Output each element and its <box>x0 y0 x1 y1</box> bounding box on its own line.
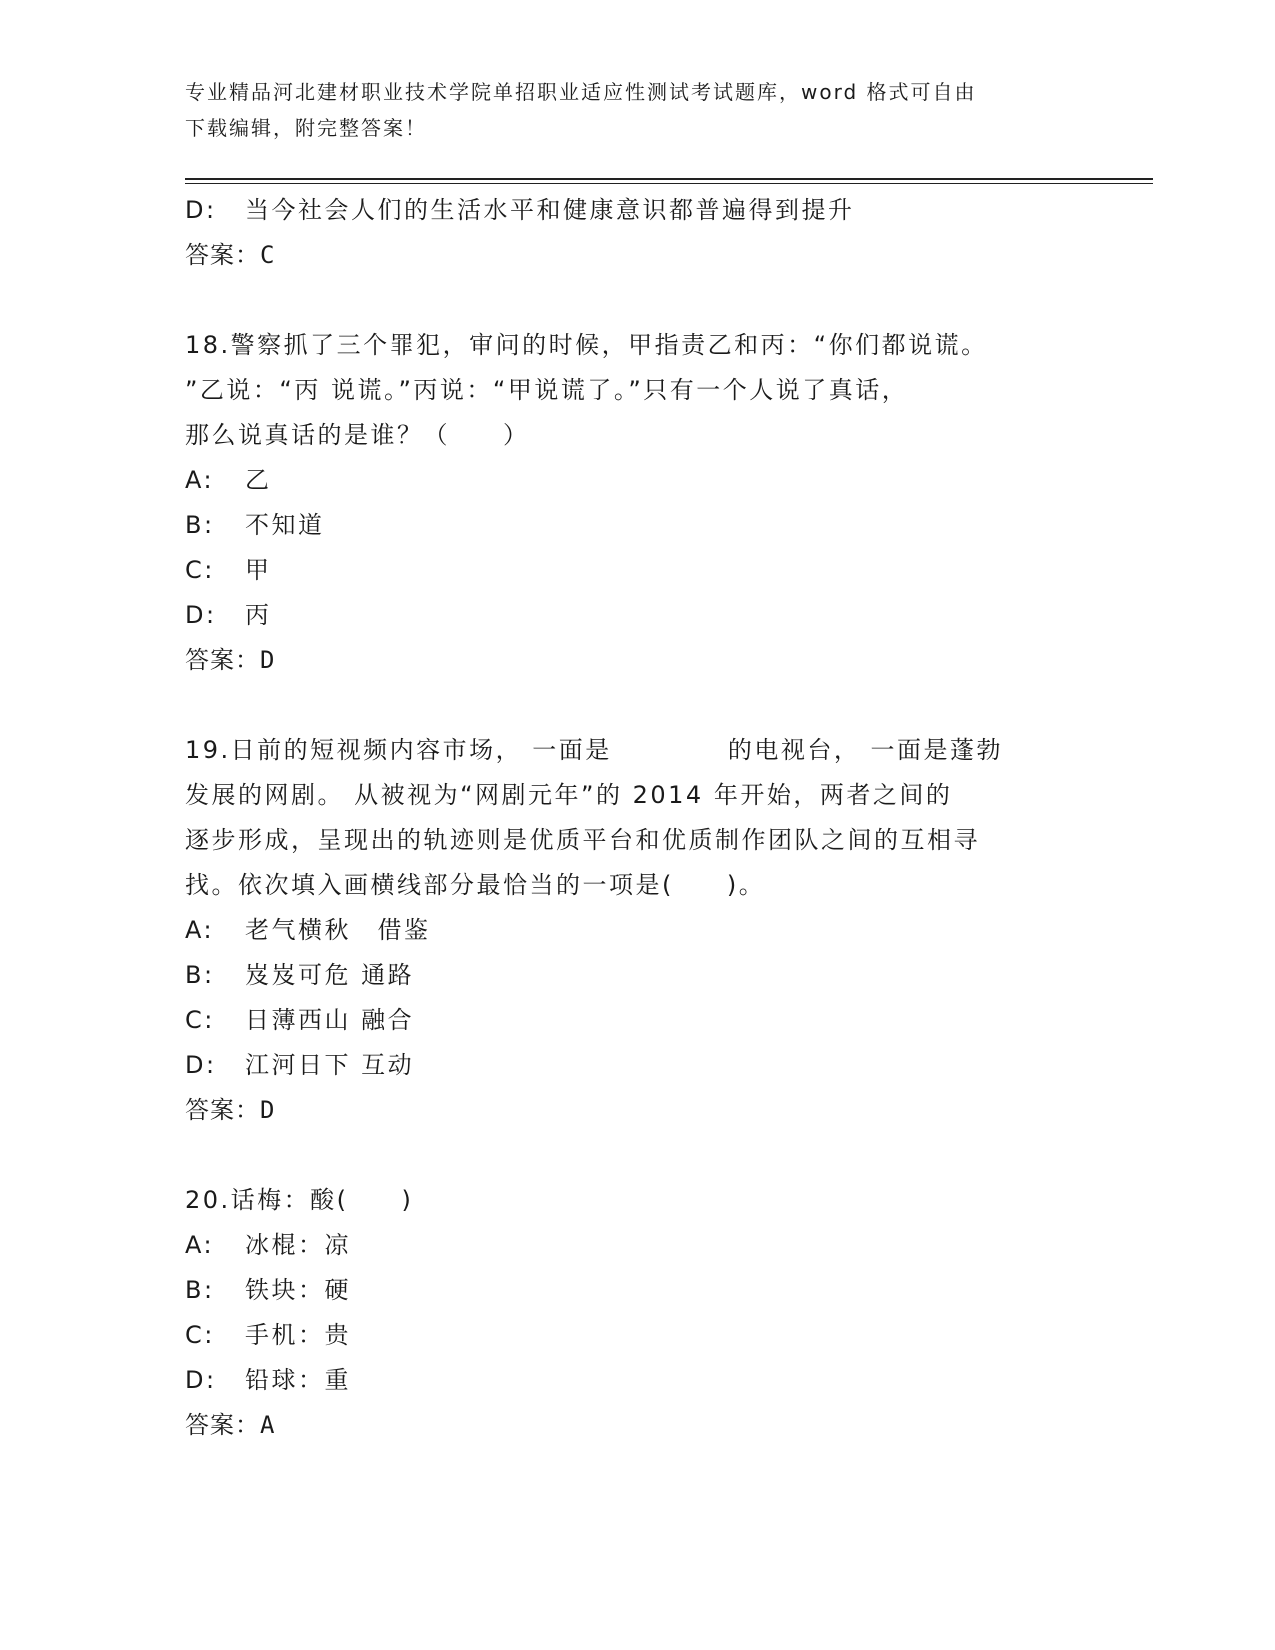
question-19-option-d <box>185 1043 1085 1088</box>
question-19 <box>185 728 1085 1133</box>
option-text: 不知道 <box>245 511 325 539</box>
question-19-option-c <box>185 998 1085 1043</box>
option-letter: C: <box>185 1321 215 1349</box>
option-letter: C: <box>185 556 215 584</box>
question-20-option-a <box>185 1223 1085 1268</box>
option-letter: D: <box>185 1366 217 1394</box>
question-19-answer: 答案：D <box>185 1096 276 1124</box>
question-content <box>185 188 1085 1448</box>
question-19-line-2: 发展的网剧。 从被视为“网剧元年”的 2014 年开始，两者之间的 <box>185 781 953 809</box>
option-text: 甲 <box>245 556 272 584</box>
option-letter: C: <box>185 1006 215 1034</box>
question-18 <box>185 323 1085 683</box>
option-text: 手机：贵 <box>245 1321 351 1349</box>
question-19-option-b <box>185 953 1085 998</box>
question-20-option-c <box>185 1313 1085 1358</box>
question-20-option-d <box>185 1358 1085 1403</box>
question-19-option-a <box>185 908 1085 953</box>
option-text: 日薄西山 融合 <box>245 1006 415 1034</box>
option-text: 岌岌可危 通路 <box>245 961 415 989</box>
header-line-1: 专业精品河北建材职业技术学院单招职业适应性测试考试题库，word 格式可自由 <box>185 80 977 104</box>
option-letter: A: <box>185 1231 215 1259</box>
prev-option-d <box>185 188 1085 233</box>
option-letter: D: <box>185 196 217 224</box>
question-18-option-a <box>185 458 1085 503</box>
question-20-line-1: 20.话梅：酸( ) <box>185 1186 414 1214</box>
question-18-option-b <box>185 503 1085 548</box>
header-rule-thick <box>185 178 1153 180</box>
option-text: 老气横秋 借鉴 <box>245 916 431 944</box>
option-letter: B: <box>185 1276 215 1304</box>
question-18-line-2: ”乙说：“丙 说谎。”丙说：“甲说谎了。”只有一个人说了真话， <box>185 376 909 404</box>
page-header <box>185 74 1065 146</box>
spacer <box>185 1133 1085 1178</box>
question-19-line-3: 逐步形成，呈现出的轨迹则是优质平台和优质制作团队之间的互相寻 <box>185 826 980 854</box>
option-text: 乙 <box>245 466 272 494</box>
option-letter: B: <box>185 511 215 539</box>
option-letter: B: <box>185 961 215 989</box>
prev-answer: 答案：C <box>185 241 276 269</box>
question-20 <box>185 1178 1085 1448</box>
option-letter: D: <box>185 601 217 629</box>
question-19-line-4: 找。依次填入画横线部分最恰当的一项是( )。 <box>185 871 766 899</box>
question-18-option-d <box>185 593 1085 638</box>
spacer <box>185 683 1085 728</box>
option-text: 冰棍：凉 <box>245 1231 351 1259</box>
option-text: 铅球：重 <box>245 1366 351 1394</box>
header-line-2: 下载编辑，附完整答案！ <box>185 116 427 140</box>
question-19-line-1: 19.日前的短视频内容市场， 一面是 的电视台， 一面是蓬勃 <box>185 736 1004 764</box>
option-letter: D: <box>185 1051 217 1079</box>
question-18-line-1: 18.警察抓了三个罪犯，审问的时候，甲指责乙和丙：“你们都说谎。 <box>185 331 988 359</box>
question-18-line-3: 那么说真话的是谁？（ ） <box>185 421 530 449</box>
option-text: 丙 <box>245 601 272 629</box>
header-rule-thin <box>185 183 1153 184</box>
question-20-answer: 答案：A <box>185 1411 276 1439</box>
option-letter: A: <box>185 916 215 944</box>
option-text: 当今社会人们的生活水平和健康意识都普遍得到提升 <box>245 196 855 224</box>
question-18-answer: 答案：D <box>185 646 276 674</box>
question-20-option-b <box>185 1268 1085 1313</box>
question-18-option-c <box>185 548 1085 593</box>
option-text: 江河日下 互动 <box>245 1051 415 1079</box>
option-text: 铁块：硬 <box>245 1276 351 1304</box>
option-letter: A: <box>185 466 215 494</box>
spacer <box>185 278 1085 323</box>
